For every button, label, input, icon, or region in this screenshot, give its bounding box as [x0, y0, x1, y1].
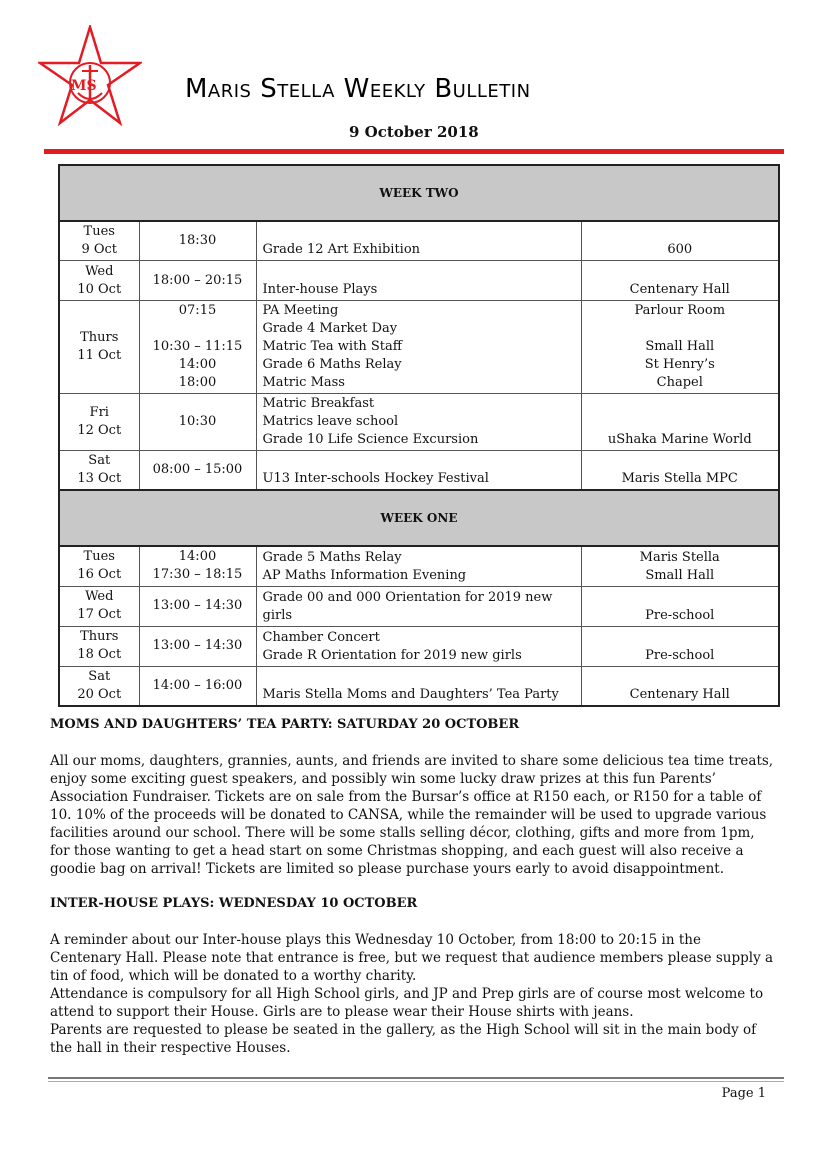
- article-paragraph: A reminder about our Inter-house plays this Wednesday 10 October, from 18:00 to 20:15 in the Centenary Hall. Please note that entrance is free, but we request that audience members please supply a tin of food, which will be donated to a worthy charity.: [50, 932, 774, 984]
- day-cell: [59, 666, 139, 706]
- footer-divider-thin: [48, 1081, 784, 1082]
- article-tea-party: [50, 716, 776, 878]
- day-cell-text: Wed 10 Oct: [77, 263, 122, 297]
- time-cell-text: 07:15 10:30 – 11:15 14:00 18:00: [152, 303, 243, 390]
- time-cell-text: 10:30: [178, 414, 217, 429]
- venue-cell-text: Maris Stella Small Hall: [639, 549, 720, 583]
- day-cell-text: Fri 12 Oct: [77, 405, 122, 438]
- venue-cell-text: Centenary Hall: [629, 282, 730, 297]
- venue-cell: [581, 301, 779, 394]
- time-cell: [139, 261, 256, 301]
- article-heading: MOMS AND DAUGHTERS’ TEA PARTY: SATURDAY 20 OCTOBER: [50, 717, 520, 732]
- time-cell-text: 14:00 – 16:00: [152, 677, 243, 693]
- event-cell: [256, 221, 581, 261]
- event-cell: [256, 301, 581, 394]
- week-one-label: WEEK ONE: [59, 490, 779, 546]
- venue-cell-text: Pre-school: [645, 647, 715, 663]
- time-cell: [139, 546, 256, 586]
- time-cell-text: 18:00 – 20:15: [152, 272, 243, 288]
- venue-cell: [581, 666, 779, 706]
- school-logo-star-icon: [38, 25, 142, 129]
- table-row: [59, 666, 779, 706]
- table-row: [59, 261, 779, 301]
- week-two-header-row: [59, 165, 779, 221]
- day-cell: [59, 221, 139, 261]
- time-cell: [139, 394, 256, 451]
- venue-cell-text: Parlour Room Small Hall St Henry’s Chapel: [634, 303, 726, 390]
- day-cell: [59, 451, 139, 491]
- table-row: [59, 221, 779, 261]
- event-cell-text: Grade 12 Art Exhibition: [262, 242, 421, 257]
- time-cell: [139, 666, 256, 706]
- event-cell-text: Grade 00 and 000 Orientation for 2019 new girls: [262, 589, 553, 623]
- event-cell-text: PA Meeting Grade 4 Market Day Matric Tea with Staff Grade 6 Maths Relay Matric Mass: [262, 303, 402, 390]
- day-cell: [59, 261, 139, 301]
- event-cell: [256, 546, 581, 586]
- week-one-header-row: [59, 490, 779, 546]
- article-inter-house-plays: [50, 895, 776, 1057]
- footer-divider: [48, 1077, 784, 1079]
- table-row: [59, 451, 779, 491]
- event-cell-text: Grade 5 Maths Relay AP Maths Information Evening: [262, 549, 467, 583]
- event-cell: [256, 666, 581, 706]
- venue-cell: [581, 394, 779, 451]
- event-cell-text: Matric Breakfast Matrics leave school Grade 10 Life Science Excursion: [262, 396, 479, 447]
- day-cell: [59, 586, 139, 626]
- time-cell-text: 08:00 – 15:00: [152, 462, 243, 477]
- event-cell-text: Maris Stella Moms and Daughters’ Tea Party: [262, 687, 559, 702]
- time-cell: [139, 586, 256, 626]
- time-cell-text: 13:00 – 14:30: [152, 638, 243, 653]
- header-divider: [44, 149, 784, 154]
- venue-cell: [581, 626, 779, 666]
- day-cell-text: Thurs 11 Oct: [77, 330, 122, 363]
- venue-cell: [581, 451, 779, 491]
- event-cell: [256, 586, 581, 626]
- event-cell-text: U13 Inter-schools Hockey Festival: [262, 471, 489, 486]
- bulletin-title: Maris Stella Weekly Bulletin: [185, 74, 531, 104]
- venue-cell: [581, 261, 779, 301]
- article-paragraph: All our moms, daughters, grannies, aunts, and friends are invited to share some delicious tea time treats, enjoy some exciting guest speakers, and possibly win some lucky draw prizes at this fun Parents’ Association Fundraiser. Tickets are on sale from the Bursar’s office at R150 each, or R150 for a table of 10. 10% of the proceeds will be donated to CANSA, while the remainder will be used to upgrade various facilities around our school. There will be some stalls selling décor, clothing, gifts and more from 1pm, for those wanting to get a head start on some Christmas shopping, and each guest will also receive a goodie bag on arrival! Tickets are limited so please purchase yours early to avoid disappointment.: [50, 753, 774, 877]
- article-heading: INTER-HOUSE PLAYS: WEDNESDAY 10 OCTOBER: [50, 896, 418, 911]
- day-cell-text: Sat 20 Oct: [77, 668, 122, 702]
- event-cell: [256, 394, 581, 451]
- time-cell: [139, 451, 256, 491]
- event-cell-text: Inter-house Plays: [262, 282, 378, 297]
- venue-cell-text: Pre-school: [645, 607, 715, 623]
- schedule-table: [58, 164, 780, 707]
- time-cell-text: 13:00 – 14:30: [152, 598, 243, 613]
- event-cell: [256, 451, 581, 491]
- event-cell: [256, 261, 581, 301]
- day-cell-text: Thurs 18 Oct: [77, 629, 122, 662]
- time-cell-text: 14:00 17:30 – 18:15: [152, 549, 243, 583]
- day-cell: [59, 394, 139, 451]
- event-cell: [256, 626, 581, 666]
- article-paragraph: Parents are requested to please be seated in the gallery, as the High School will sit in the main body of the hall in their respective Houses.: [50, 1022, 757, 1056]
- venue-cell: [581, 586, 779, 626]
- time-cell: [139, 221, 256, 261]
- table-row: [59, 394, 779, 451]
- venue-cell: [581, 546, 779, 586]
- event-cell-text: Chamber Concert Grade R Orientation for 2019 new girls: [262, 629, 522, 663]
- venue-cell-text: Maris Stella MPC: [621, 471, 738, 486]
- table-row: [59, 586, 779, 626]
- day-cell: [59, 301, 139, 394]
- time-cell: [139, 301, 256, 394]
- time-cell-text: 18:30: [178, 233, 217, 248]
- day-cell-text: Wed 17 Oct: [77, 589, 122, 622]
- day-cell-text: Tues 9 Oct: [81, 224, 118, 257]
- day-cell: [59, 626, 139, 666]
- table-row: [59, 546, 779, 586]
- day-cell-text: Tues 16 Oct: [77, 549, 122, 583]
- time-cell: [139, 626, 256, 666]
- article-paragraph: Attendance is compulsory for all High School girls, and JP and Prep girls are of course most welcome to attend to support their House. Girls are to please wear their House shirts with jeans.: [50, 986, 764, 1020]
- day-cell-text: Sat 13 Oct: [77, 453, 122, 486]
- venue-cell-text: uShaka Marine World: [607, 432, 752, 447]
- bulletin-date: 9 October 2018: [349, 123, 479, 141]
- venue-cell: [581, 221, 779, 261]
- day-cell: [59, 546, 139, 586]
- table-row: [59, 626, 779, 666]
- venue-cell-text: 600: [667, 242, 693, 257]
- venue-cell-text: Centenary Hall: [629, 687, 730, 702]
- table-row: [59, 301, 779, 394]
- week-two-label: WEEK TWO: [59, 165, 779, 221]
- page-number: Page 1: [721, 1086, 766, 1101]
- logo-lettering: MS: [71, 78, 97, 94]
